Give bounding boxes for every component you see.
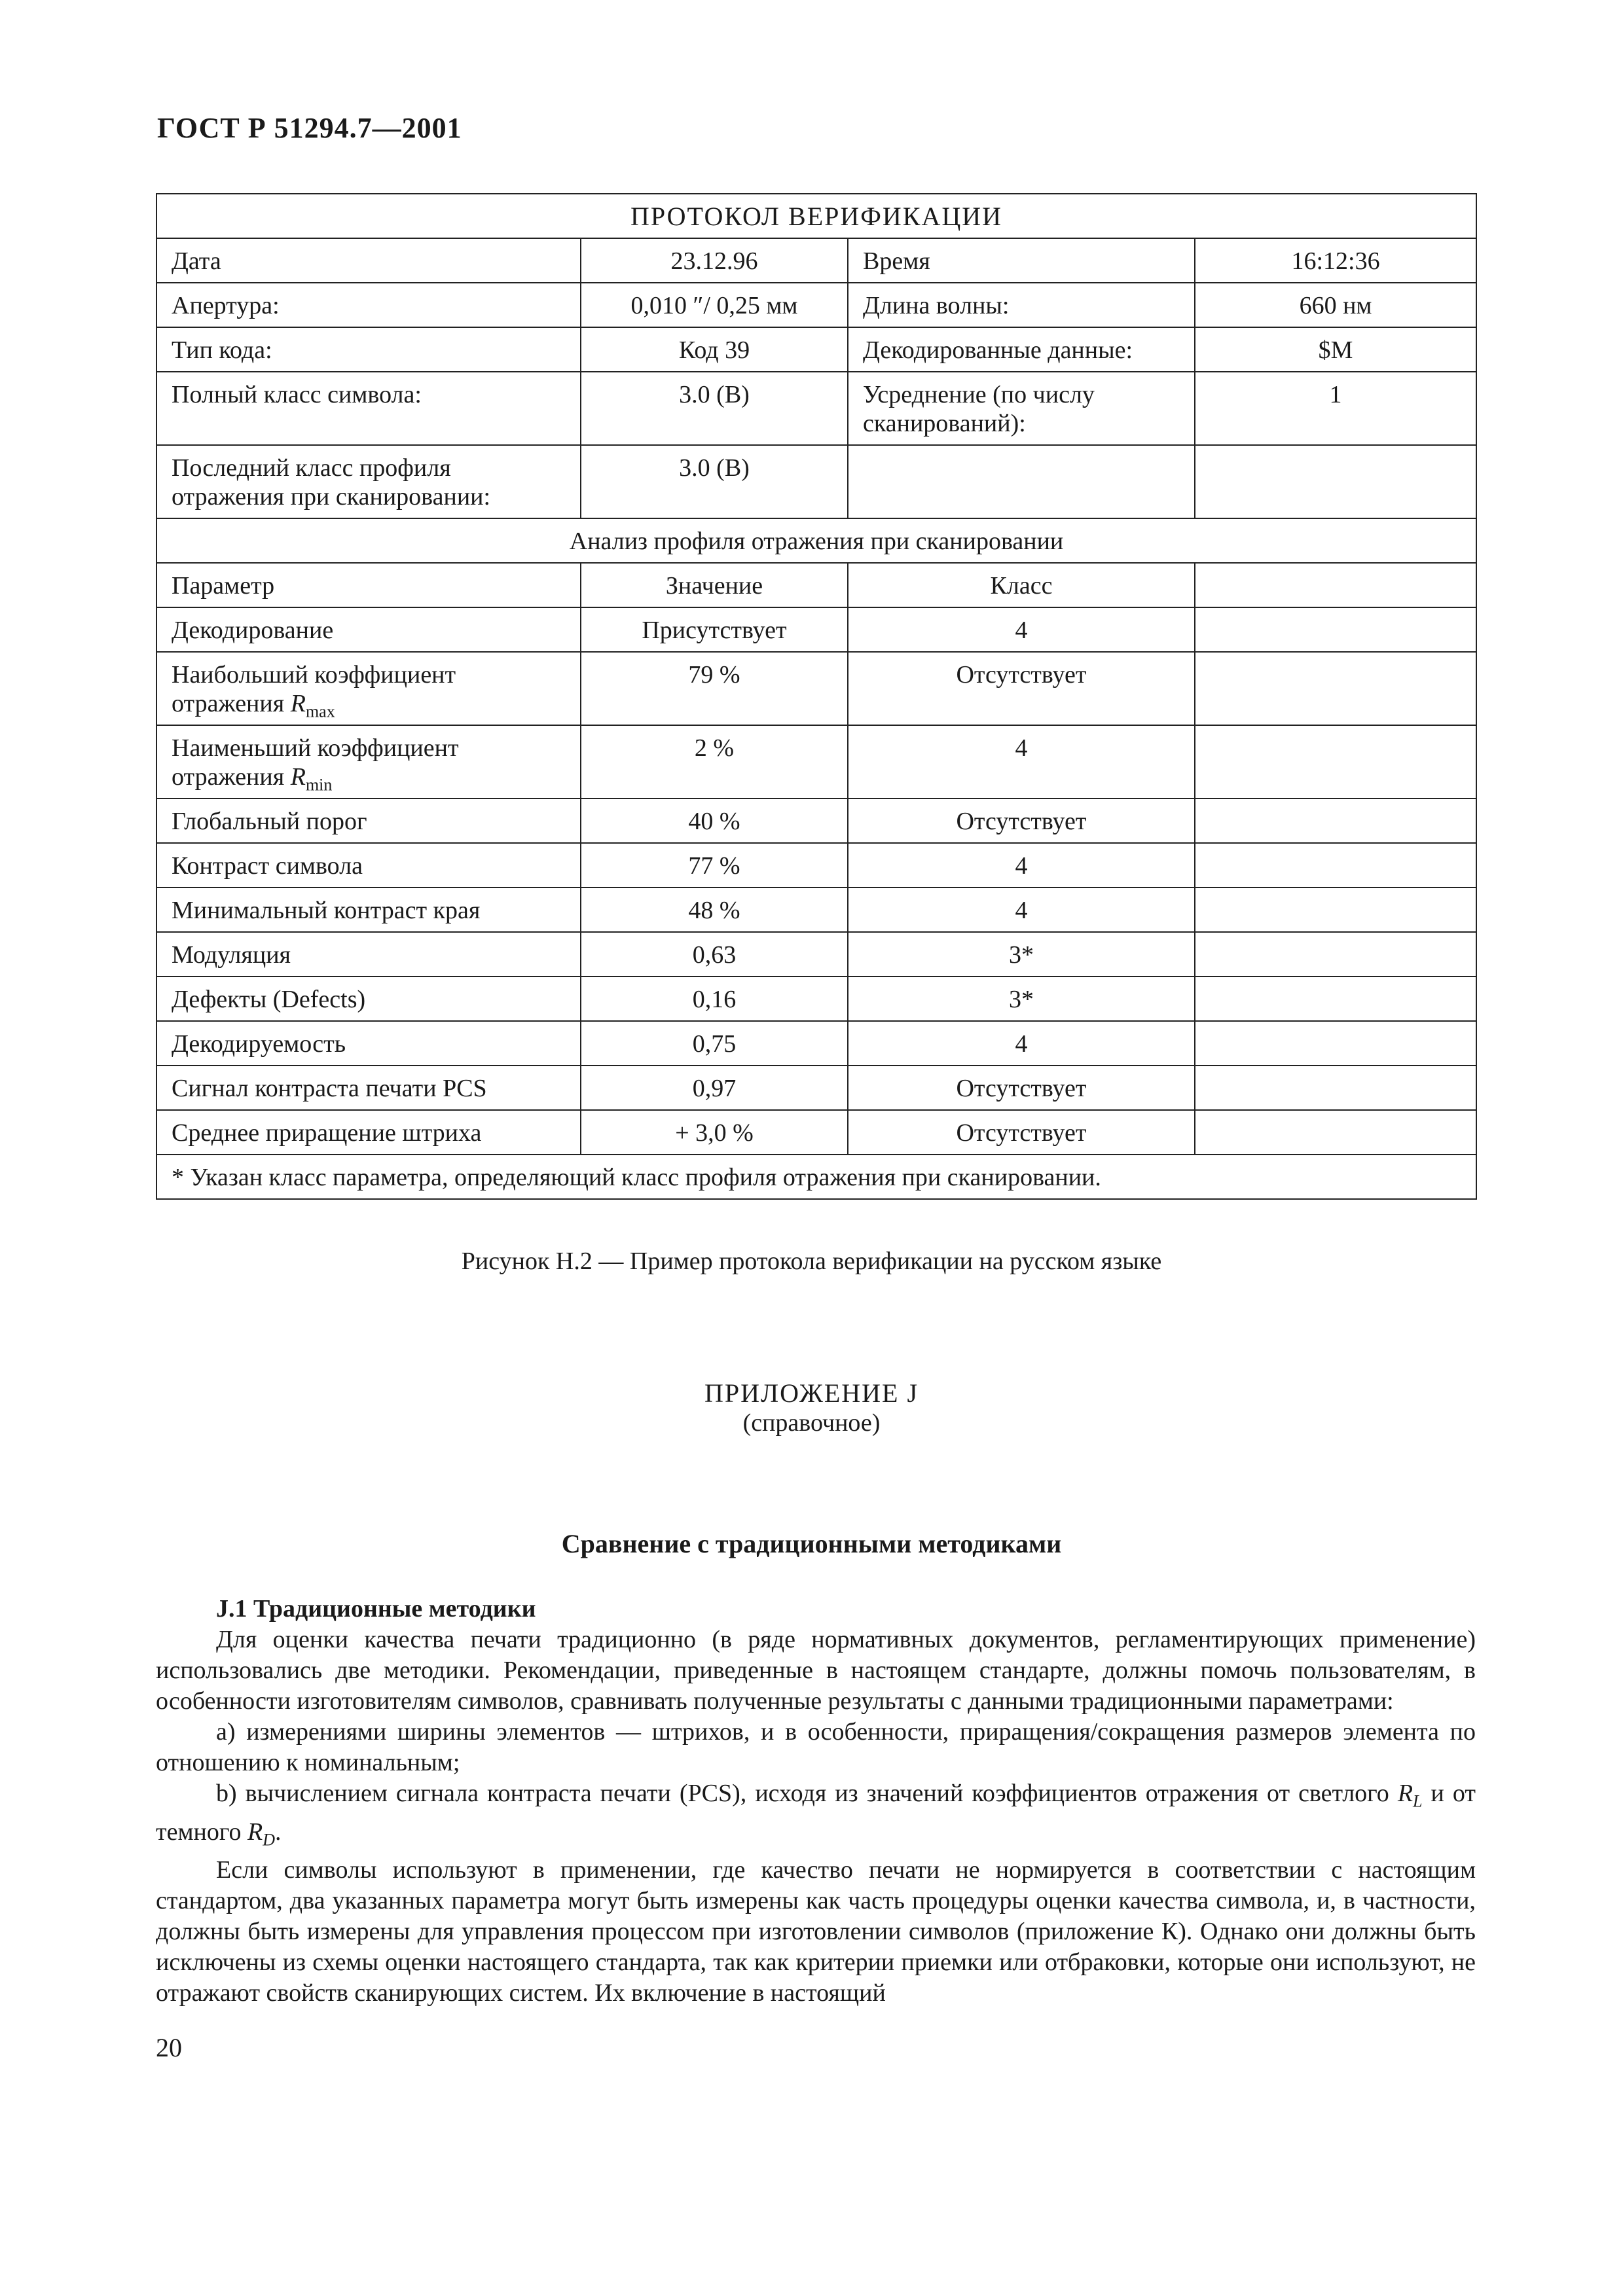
param-name: Сигнал контраста печати PCS <box>156 1066 581 1110</box>
paragraph: Если символы используют в применении, где качество печати не нормируется в соответствии с настоящим стандартом, два указанных параметра могут быть измерены как часть процедуры оценки качества символа, и, в частности, должны быть измерены для управления процессом при изготовлении символов (приложение К). Однако они должны быть исключены из схемы оценки настоящего стандарта, так как критерии приемки или отбраковки, которые они используют, не отражают свойств сканирующих систем. Их включение в настоящий <box>156 1856 1476 2007</box>
decoded-data-value: $M <box>1195 327 1476 372</box>
table-row <box>156 798 1476 843</box>
subscript-text: D <box>263 1830 275 1850</box>
table-row <box>156 1155 1476 1199</box>
table-row <box>156 725 1476 798</box>
param-name: Контраст символа <box>156 843 581 888</box>
empty-cell <box>1195 445 1476 518</box>
document-header: ГОСТ Р 51294.7—2001 <box>157 112 462 144</box>
table-row <box>156 1110 1476 1155</box>
table-row <box>156 607 1476 652</box>
param-name: Глобальный порог <box>156 798 581 843</box>
wavelength-label: Длина волны: <box>848 283 1195 327</box>
empty-cell <box>1195 888 1476 932</box>
symbol-r: R <box>247 1818 263 1846</box>
table-footnote: * Указан класс параметра, определяющий класс профиля отражения при сканировании. <box>156 1155 1476 1199</box>
param-name <box>156 725 581 798</box>
symbol-subscript <box>263 1830 275 1849</box>
empty-cell <box>1195 1021 1476 1066</box>
time-label: Время <box>848 238 1195 283</box>
appendix-title: ПРИЛОЖЕНИЕ J <box>704 1378 919 1408</box>
param-grade: 4 <box>848 607 1195 652</box>
param-text: Наибольший коэффициент отражения <box>172 661 456 717</box>
empty-cell <box>1195 563 1476 607</box>
param-name <box>156 652 581 725</box>
table-row <box>156 372 1476 445</box>
analysis-title: Анализ профиля отражения при сканировании <box>156 518 1476 563</box>
param-value: 77 % <box>581 843 848 888</box>
param-name: Минимальный контраст края <box>156 888 581 932</box>
empty-cell <box>1195 932 1476 977</box>
param-value: Присутствует <box>581 607 848 652</box>
param-grade: Отсутствует <box>848 652 1195 725</box>
symbol-subscript: max <box>305 702 335 721</box>
param-value: 0,97 <box>581 1066 848 1110</box>
wavelength-value: 660 нм <box>1195 283 1476 327</box>
verification-protocol-table <box>156 193 1477 1200</box>
param-value: 2 % <box>581 725 848 798</box>
paragraph-text: и от темного <box>156 1780 1476 1846</box>
empty-cell <box>1195 652 1476 725</box>
param-grade: Отсутствует <box>848 1110 1195 1155</box>
empty-cell <box>1195 1110 1476 1155</box>
overall-grade-label: Полный класс символа: <box>156 372 581 445</box>
empty-cell <box>1195 977 1476 1021</box>
param-grade: 4 <box>848 843 1195 888</box>
table-row <box>156 843 1476 888</box>
param-grade: Отсутствует <box>848 798 1195 843</box>
param-grade: 3* <box>848 977 1195 1021</box>
date-label: Дата <box>156 238 581 283</box>
subscript-text: L <box>1413 1791 1423 1811</box>
param-value: 0,16 <box>581 977 848 1021</box>
empty-cell <box>1195 607 1476 652</box>
figure-caption: Рисунок Н.2 — Пример протокола верификации на русском языке <box>461 1247 1162 1275</box>
param-name: Дефекты (Defects) <box>156 977 581 1021</box>
symbol-subscript <box>1413 1792 1422 1811</box>
param-value: 40 % <box>581 798 848 843</box>
empty-cell <box>1195 798 1476 843</box>
paragraph <box>156 1778 1476 1855</box>
param-name: Модуляция <box>156 932 581 977</box>
table-row <box>156 1021 1476 1066</box>
averaging-label: Усреднение (по числу сканирований): <box>848 372 1195 445</box>
param-grade: 4 <box>848 888 1195 932</box>
table-row <box>156 445 1476 518</box>
table-row <box>156 518 1476 563</box>
param-name: Декодируемость <box>156 1021 581 1066</box>
table-row <box>156 652 1476 725</box>
table-row <box>156 194 1476 238</box>
paragraph-text: b) вычислением сигнала контраста печати (PCS), исходя из значений коэффициентов отражения от светлого <box>216 1780 1398 1807</box>
page-number: 20 <box>156 2033 182 2062</box>
param-value: 79 % <box>581 652 848 725</box>
section-title: Сравнение с традиционными методиками <box>561 1529 1062 1558</box>
time-value: 16:12:36 <box>1195 238 1476 283</box>
column-header-param: Параметр <box>156 563 581 607</box>
param-grade: 3* <box>848 932 1195 977</box>
aperture-label: Апертура: <box>156 283 581 327</box>
param-grade: Отсутствует <box>848 1066 1195 1110</box>
table-header-row <box>156 563 1476 607</box>
param-name: Декодирование <box>156 607 581 652</box>
column-header-grade: Класс <box>848 563 1195 607</box>
param-value: 0,75 <box>581 1021 848 1066</box>
param-grade: 4 <box>848 1021 1195 1066</box>
code-type-value: Код 39 <box>581 327 848 372</box>
code-type-label: Тип кода: <box>156 327 581 372</box>
table-row <box>156 327 1476 372</box>
empty-cell <box>1195 725 1476 798</box>
symbol-r: R <box>290 763 306 791</box>
param-value: 0,63 <box>581 932 848 977</box>
empty-cell <box>1195 1066 1476 1110</box>
param-value: 48 % <box>581 888 848 932</box>
table-row <box>156 283 1476 327</box>
param-text: Наименьший коэффициент отражения <box>172 734 459 791</box>
date-value: 23.12.96 <box>581 238 848 283</box>
symbol-r: R <box>1397 1780 1413 1807</box>
overall-grade-value: 3.0 (B) <box>581 372 848 445</box>
table-row <box>156 888 1476 932</box>
param-grade: 4 <box>848 725 1195 798</box>
section-body <box>156 1594 1476 2009</box>
empty-cell <box>848 445 1195 518</box>
param-name: Среднее приращение штриха <box>156 1110 581 1155</box>
aperture-value: 0,010 ″/ 0,25 мм <box>581 283 848 327</box>
last-grade-label: Последний класс профиля отражения при сканировании: <box>156 445 581 518</box>
symbol-r: R <box>290 690 306 717</box>
table-row <box>156 238 1476 283</box>
empty-cell <box>1195 843 1476 888</box>
column-header-value: Значение <box>581 563 848 607</box>
appendix-subtitle: (справочное) <box>742 1409 881 1437</box>
param-value: + 3,0 % <box>581 1110 848 1155</box>
symbol-subscript: min <box>305 775 333 795</box>
paragraph-text: . <box>275 1818 282 1846</box>
subsection-heading: J.1 Традиционные методики <box>216 1595 536 1623</box>
protocol-title: ПРОТОКОЛ ВЕРИФИКАЦИИ <box>156 194 1476 238</box>
table-row <box>156 1066 1476 1110</box>
decoded-data-label: Декодированные данные: <box>848 327 1195 372</box>
last-grade-value: 3.0 (B) <box>581 445 848 518</box>
paragraph: a) измерениями ширины элементов — штрихов, и в особенности, приращения/сокращения размеров элемента по отношению к номинальным; <box>156 1718 1476 1776</box>
averaging-value: 1 <box>1195 372 1476 445</box>
paragraph: Для оценки качества печати традиционно (в ряде нормативных документов, регламентирующих применение) использовались две методики. Рекомендации, приведенные в настоящем стандарте, должны помочь пользователям, в особенности изготовителям символов, сравнивать полученные результаты с данными традиционными параметрами: <box>156 1626 1476 1715</box>
table-row <box>156 932 1476 977</box>
table-row <box>156 977 1476 1021</box>
